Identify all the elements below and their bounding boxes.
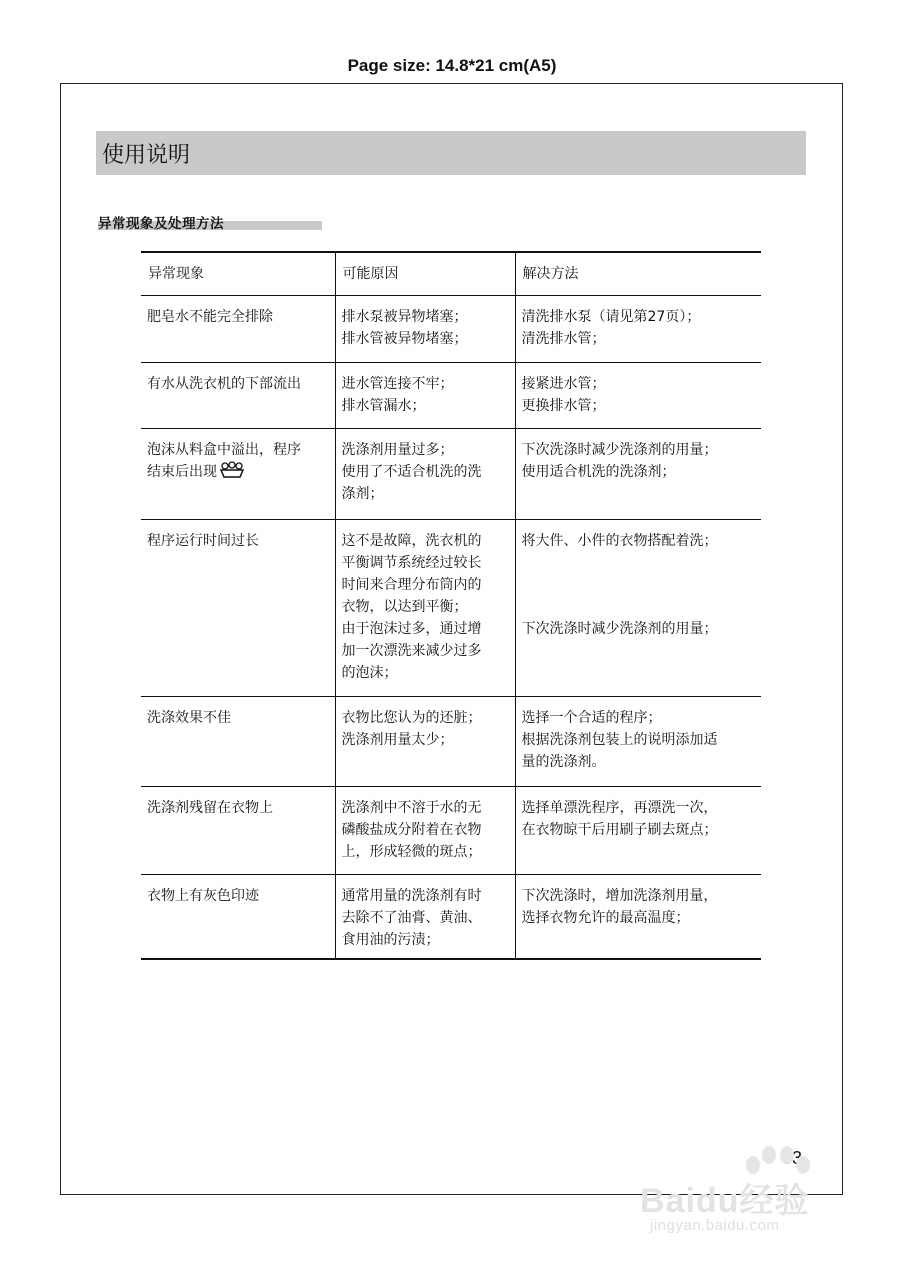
cell-text: 接紧进水管； <box>521 376 606 392</box>
cell-text: 使用适合机洗的洗涤剂； <box>521 464 676 480</box>
cell-text: 洗涤剂用量过多； <box>341 442 454 458</box>
cell-text: 食用油的污渍； <box>341 932 440 948</box>
table-body <box>141 296 761 959</box>
page-title: 使用说明 <box>102 143 191 168</box>
cell-text: 平衡调节系统经过较长 <box>341 555 482 571</box>
cell-text: 选择单漂洗程序，再漂洗一次， <box>521 800 718 816</box>
table-row <box>141 429 761 520</box>
symptom-cell <box>141 429 335 520</box>
cell-text: 涤剂； <box>341 486 384 502</box>
symptom-cell <box>141 363 335 429</box>
cell-text: 选择衣物允许的最高温度； <box>521 910 690 926</box>
cell-text: 使用了不适合机洗的洗 <box>341 464 482 480</box>
watermark-brand: Baidu经验 <box>640 1182 810 1220</box>
cell-text: 这不是故障，洗衣机的 <box>341 533 482 549</box>
cell-text: 清洗排水管； <box>521 331 606 347</box>
cell-text <box>522 574 756 596</box>
cell-text: 下次洗涤时减少洗涤剂的用量； <box>521 442 718 458</box>
cell-text: 洗涤剂残留在衣物上 <box>147 800 273 816</box>
table-row <box>141 363 761 429</box>
title-bar <box>96 131 806 175</box>
section-heading-text: 异常现象及处理方法 <box>98 216 224 232</box>
cell-text: 衣物比您认为的还脏； <box>341 710 482 726</box>
table-row <box>141 296 761 363</box>
table-row <box>141 787 761 875</box>
symptom-cell <box>141 520 335 697</box>
cell-text: 由于泡沫过多，通过增 <box>341 621 482 637</box>
table-row <box>141 875 761 959</box>
section-heading <box>98 212 322 230</box>
cell-text: 肥皂水不能完全排除 <box>147 309 273 325</box>
cell-text: 洗涤剂用量太少； <box>341 732 454 748</box>
cell-text: 去除不了油膏、黄油、 <box>341 910 482 926</box>
cell-text <box>522 596 756 618</box>
cell-text: 洗涤效果不佳 <box>147 710 231 726</box>
cell-text: 衣物，以达到平衡； <box>341 599 468 615</box>
solution-cell <box>515 520 761 697</box>
watermark-url: jingyan.baidu.com <box>650 1217 780 1234</box>
solution-cell <box>515 787 761 875</box>
cause-cell <box>335 520 515 697</box>
cell-text: 排水管漏水； <box>341 398 426 414</box>
cell-text: 在衣物晾干后用刷子刷去斑点； <box>521 822 718 838</box>
solution-cell <box>515 875 761 959</box>
cell-text: 时间来合理分布筒内的 <box>341 577 482 593</box>
solution-cell <box>515 429 761 520</box>
cell-text: 根据洗涤剂包装上的说明添加适 <box>521 732 718 748</box>
column-header-solution: 解决方法 <box>515 252 761 296</box>
cell-text: 下次洗涤时，增加洗涤剂用量， <box>521 888 718 904</box>
cell-text: 排水管被异物堵塞； <box>341 331 468 347</box>
cause-cell <box>335 697 515 787</box>
cell-text: 进水管连接不牢； <box>341 376 454 392</box>
cell-text: 泡沫从料盒中溢出，程序 <box>147 442 301 458</box>
column-header-cause: 可能原因 <box>335 252 515 296</box>
symptom-cell <box>141 296 335 363</box>
foam-indicator-icon <box>219 461 245 479</box>
cell-text: 下次洗涤时减少洗涤剂的用量； <box>521 621 718 637</box>
cell-text: 量的洗涤剂。 <box>521 754 606 770</box>
cell-text: 结束后出现 <box>147 464 217 480</box>
cause-cell <box>335 875 515 959</box>
watermark <box>640 1145 850 1240</box>
cell-text: 磷酸盐成分附着在衣物 <box>341 822 482 838</box>
cell-text: 衣物上有灰色印迹 <box>147 888 259 904</box>
cell-text: 排水泵被异物堵塞； <box>341 309 468 325</box>
symptom-cell <box>141 787 335 875</box>
cell-text: 洗涤剂中不溶于水的无 <box>341 800 482 816</box>
cell-text <box>522 552 756 574</box>
cause-cell <box>335 296 515 363</box>
solution-cell <box>515 697 761 787</box>
cell-text: 将大件、小件的衣物搭配着洗； <box>521 533 718 549</box>
cell-text: 有水从洗衣机的下部流出 <box>147 376 301 392</box>
cause-cell <box>335 429 515 520</box>
cell-text: 通常用量的洗涤剂有时 <box>341 888 482 904</box>
troubleshooting-table <box>141 251 761 960</box>
cell-text: 更换排水管； <box>521 398 606 414</box>
cell-text: 加一次漂洗来减少过多 <box>341 643 482 659</box>
symptom-cell <box>141 697 335 787</box>
cell-text: 程序运行时间过长 <box>147 533 259 549</box>
cell-text: 的泡沫； <box>341 665 398 681</box>
table-row <box>141 520 761 697</box>
solution-cell <box>515 296 761 363</box>
cause-cell <box>335 787 515 875</box>
cell-text: 清洗排水泵（请见第27页）； <box>521 309 701 325</box>
table-header-row <box>141 252 761 296</box>
cause-cell <box>335 363 515 429</box>
solution-cell <box>515 363 761 429</box>
column-header-symptom: 异常现象 <box>148 266 204 282</box>
symptom-cell <box>141 875 335 959</box>
table-row <box>141 697 761 787</box>
cell-text: 选择一个合适的程序； <box>521 710 662 726</box>
cell-text: 上，形成轻微的斑点； <box>341 844 482 860</box>
page-size-note: Page size: 14.8*21 cm(A5) <box>347 56 557 75</box>
